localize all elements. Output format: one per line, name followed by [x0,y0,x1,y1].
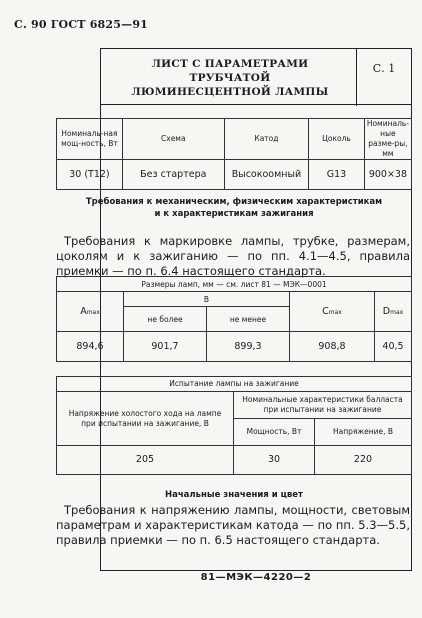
initial-values-title: Начальные значения и цвет [165,490,303,500]
page-footer: 81—МЭК—4220—2 [200,572,312,583]
header-c-sub: max [328,309,342,316]
header-a-sub: max [86,309,100,316]
voltage-requirements-paragraph: Требования к напряжению лампы, мощности, световым параметрам и характеристикам катода — по пп. 5.3—5.5, правила приемки — по п. 6.5 настоящего стандарта. [56,503,410,547]
dimensions-caption: Размеры ламп, мм — см. лист 81 — МЭК—0001 [57,277,412,292]
title-divider [356,48,357,106]
lamp-dimensions-table [56,276,412,362]
dimensions-header-row [57,292,412,307]
cell-open-circuit-voltage: 205 [57,446,234,475]
table-row [57,160,412,190]
header-c-letter: C [322,306,329,317]
table-row [57,332,412,362]
header-base: Цоколь [309,119,365,160]
cell-power: 30 (Т12) [57,160,123,190]
requirements-title [56,196,412,220]
header-ballast-voltage: Напряжение, В [315,419,412,446]
header-c-max [290,292,375,332]
sheet-title-line1: ЛИСТ С ПАРАМЕТРАМИ ТРУБЧАТОЙ [151,58,309,84]
header-ballast: Номинальные характеристики балласта при испытании на зажигание [234,392,412,419]
requirements-title-line2: и к характеристикам зажигания [154,209,314,219]
ignition-caption-row [57,377,412,392]
ignition-test-table [56,376,412,475]
dimensions-caption-row [57,277,412,292]
table-header-row [57,119,412,160]
ignition-header-row [57,392,412,419]
table-row [57,446,412,475]
cell-a-max: 894,6 [57,332,124,362]
header-b-not-more: не более [124,307,207,332]
cell-scheme: Без стартера [122,160,224,190]
header-ballast-power: Мощность, Вт [234,419,315,446]
header-b: B [124,292,290,307]
sheet-number: С. 1 [372,62,396,75]
page-header: С. 90 ГОСТ 6825—91 [14,18,149,31]
header-a-letter: A [80,306,87,317]
lamp-parameters-table [56,118,412,190]
cell-c-max: 908,8 [290,332,375,362]
header-dimensions: Номиналь-ные разме-ры, мм [364,119,411,160]
header-d-sub: max [390,309,404,316]
header-b-not-less: не менее [207,307,290,332]
header-open-circuit-voltage: Напряжение холостого хода на лампе при испытании на зажигание, В [57,392,234,446]
sheet-title [110,57,350,99]
header-d-letter: D [382,306,391,317]
requirements-title-line1: Требования к механическим, физическим характеристикам [85,197,383,207]
sheet-title-line2: ЛЮМИНЕСЦЕНТНОЙ ЛАМПЫ [131,86,329,98]
header-a-max [57,292,124,332]
cell-ballast-power: 30 [234,446,315,475]
cell-cathode: Высокоомный [224,160,308,190]
cell-d-max: 40,5 [375,332,412,362]
header-power: Номиналь-ная мощ-ность, Вт [57,119,123,160]
header-d-max [375,292,412,332]
ignition-caption: Испытание лампы на зажигание [57,377,412,392]
header-cathode: Катод [224,119,308,160]
header-scheme: Схема [122,119,224,160]
cell-b-not-more: 901,7 [124,332,207,362]
cell-ballast-voltage: 220 [315,446,412,475]
marking-requirements-paragraph: Требования к маркировке лампы, трубке, размерам, цоколям и к зажиганию — по пп. 4.1—4.5, правила приемки — по п. 6.4 настоящего стандарта. [56,234,410,278]
cell-base: G13 [309,160,365,190]
cell-b-not-less: 899,3 [207,332,290,362]
cell-dimensions: 900×38 [364,160,411,190]
